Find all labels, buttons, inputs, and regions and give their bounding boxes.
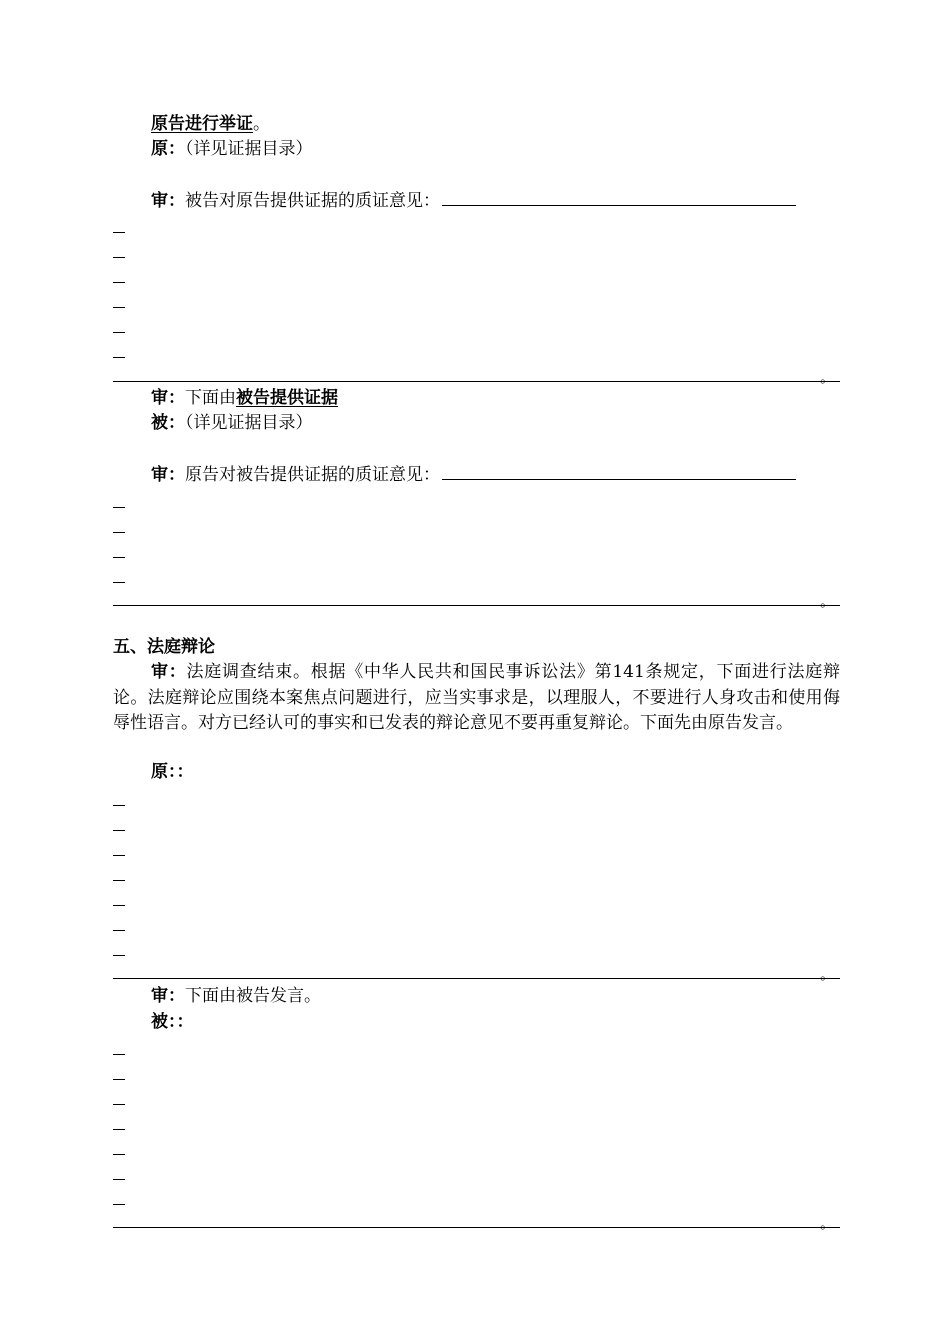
dash-mark	[113, 557, 125, 558]
plaintiff-speech-line	[151, 760, 878, 784]
judge-label: 审：	[151, 191, 185, 211]
defendant-label: 被：	[151, 1012, 177, 1032]
answer-rule-line	[113, 1227, 840, 1228]
dash-mark	[113, 805, 125, 806]
judge-cross-exam-question-line	[151, 187, 878, 213]
defendant-speech-line	[151, 1010, 878, 1034]
dash-mark	[113, 930, 125, 931]
answer-rule-line	[113, 978, 840, 979]
answer-blank-line[interactable]	[442, 461, 796, 480]
defendant-evidence-line	[151, 411, 878, 435]
plaintiff-evidence-heading: 原告进行举证	[151, 114, 253, 134]
answer-blank-line[interactable]	[442, 187, 796, 206]
dash-mark	[113, 282, 125, 283]
judge-defendant-speech-text: 下面由被告发言。	[185, 986, 321, 1006]
heading-period: 。	[253, 114, 270, 134]
judge-cross-exam-question: 被告对原告提供证据的质证意见：	[185, 191, 440, 211]
plaintiff-label: 原：	[151, 762, 177, 782]
plaintiff-evidence-text: （详见证据目录）	[185, 139, 313, 159]
dash-mark	[113, 232, 125, 233]
dash-mark	[113, 332, 125, 333]
judge-cross-exam-question: 原告对被告提供证据的质证意见：	[185, 465, 440, 485]
defendant-speech-text: ：	[176, 1012, 194, 1032]
judge-cross-exam-question-line	[151, 461, 878, 487]
end-mark: 。	[820, 1214, 836, 1232]
dash-mark	[113, 507, 125, 508]
dash-mark	[113, 1179, 125, 1180]
dash-mark	[113, 830, 125, 831]
plaintiff-evidence-line	[151, 137, 878, 161]
dash-mark	[113, 357, 125, 358]
defendant-evidence-text: （详见证据目录）	[185, 413, 313, 433]
dash-mark	[113, 1154, 125, 1155]
end-mark: 。	[820, 368, 836, 386]
dash-mark	[113, 905, 125, 906]
end-mark: 。	[820, 965, 836, 983]
dash-mark	[113, 582, 125, 583]
dash-mark	[113, 1079, 125, 1080]
judge-label: 审：	[151, 662, 187, 682]
dash-mark	[113, 532, 125, 533]
defendant-evidence-emphasis: 被告提供证据	[236, 388, 338, 408]
judge-defendant-evidence-line	[151, 386, 878, 410]
judge-defendant-speech-line	[151, 984, 878, 1008]
dash-mark	[113, 307, 125, 308]
dash-mark	[113, 1204, 125, 1205]
section-title: 五、法庭辩论	[113, 637, 215, 657]
judge-debate-text: 法庭调查结束。根据《中华人民共和国民事诉讼法》第141条规定，下面进行法庭辩论。法庭辩论应围绕本案焦点问题进行，应当实事求是，以理服人，不要进行人身攻击和使用侮辱性语言。对方已经认可的事实和已发表的辩论意见不要再重复辩论。下面先由原告发言。	[113, 662, 841, 733]
dash-mark	[113, 1054, 125, 1055]
plaintiff-evidence-heading-line	[151, 112, 878, 136]
end-mark: 。	[820, 592, 836, 610]
judge-debate-paragraph	[113, 660, 840, 737]
dash-mark	[113, 855, 125, 856]
dash-mark	[113, 1129, 125, 1130]
answer-rule-line	[113, 605, 840, 606]
defendant-label: 被：	[151, 413, 185, 433]
dash-mark	[113, 257, 125, 258]
plaintiff-speech-text: ：	[176, 762, 194, 782]
dash-mark	[113, 1104, 125, 1105]
dash-mark	[113, 955, 125, 956]
judge-label: 审：	[151, 986, 185, 1006]
answer-rule-line	[113, 381, 840, 382]
judge-label: 审：	[151, 465, 185, 485]
judge-defendant-evidence-text: 下面由	[185, 388, 236, 408]
dash-mark	[113, 880, 125, 881]
plaintiff-label: 原：	[151, 139, 185, 159]
judge-label: 审：	[151, 388, 185, 408]
